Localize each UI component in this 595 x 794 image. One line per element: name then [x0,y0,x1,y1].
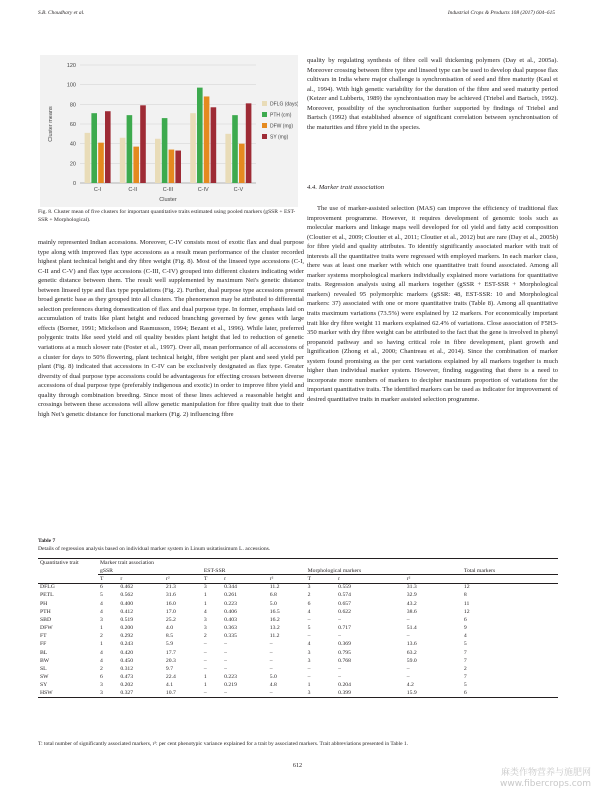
value-cell: – [307,666,311,673]
value-cell: 0.344 [224,584,237,591]
value-cell: 0.200 [120,625,134,632]
table-row [38,624,558,632]
value-cell: 3 [203,616,207,623]
value-cell: 16.5 [269,608,280,615]
y-tick-label: 0 [72,181,76,187]
value-cell: 1 [203,682,207,689]
value-cell: 4 [100,649,103,656]
y-tick-label: 80 [69,102,76,109]
value-cell: 0.327 [118,690,164,698]
value-cell: 3 [100,616,103,623]
value-cell: – [224,666,227,673]
subhead-r: r [336,575,405,583]
value-cell: 0.335 [224,633,237,640]
trait-cell: PH [40,600,48,607]
value-cell: 1 [203,674,207,681]
value-cell: 0.204 [338,682,351,689]
value-cell: – [338,633,342,640]
paragraph: The use of marker-assisted selection (MAS) can improve the efficiency of traditional flax improvement programme. However, it requires development of genomic tools such as molecular markers and linkage maps well developed for oil yield and fatty acid composition (Cloutier et al., 2009; Cloutier et al., 2011; Cloutier et al., 2012) but are rare (Day et al., 2005b) for fibre yield and quality attributes. To identify significantly associated marker with trait of interests all the quantitative traits were regressed with employed markers. In each marker class, there was at least one marker with which one quantitative trait found associated. Among all marker systems morphological markers individually explained more variations for quantitative traits. Regression analysis using all markers together (gSSR + EST-SSR + Morphological markers) revealed 95 polymorphic markers (gSSR: 48, EST-SSR: 10 and Morphological markers: 37) associated with one or more quantitative traits (Table 8). Among all quantitative traits maximum variations (73.5%) were explained by 12 markers. For economically important trait like dry fibre weight 11 markers explained 62.4% of variations. Close association of F5H3-350 marker with dry fibre weight can be attributed to the fact that the gene is involved in phenyl propanoid pathway and so having critical role in fibre development, plant growth and lignification (Zhong et al., 2000; Chantreau et al., 2014). Since the combination of marker system found promising as the per cent variations explained by all markers together is much higher than individual marker system. However, finding suggesting that there is a need to incorporate more numbers of markers to decipher maximum proportion of variations for the important quantitative traits. The identified markers can be used as indicator for improvement of desired quantitative traits in marker assisted selection programme. [307,205,558,403]
trait-cell: PTH [40,608,51,615]
value-cell: 1 [203,592,207,599]
value-cell: 25.2 [165,616,176,623]
bar-c-iv-1 [197,88,203,183]
value-cell: 9.7 [165,666,174,673]
bar-c-iv-0 [190,113,196,183]
bar-c-iv-2 [204,96,210,183]
value-cell: 2 [100,633,103,640]
value-cell: 1 [100,641,103,648]
table-row [38,649,558,657]
value-cell: 17.7 [165,649,176,656]
value-cell: 4 [307,641,311,648]
value-cell: – [269,666,273,673]
value-cell: 3 [203,584,207,591]
value-cell: – [203,666,207,673]
value-cell: 0.292 [120,633,134,640]
value-cell: 0.312 [120,666,134,673]
value-cell: 16.0 [165,600,176,607]
subhead-r: r [118,575,164,583]
value-cell: 5 [463,641,467,648]
trait-cell: SY [40,682,48,689]
value-cell: 4 [463,633,467,640]
group-est-ssr: EST-SSR [202,567,306,575]
legend-swatch [262,112,267,117]
table-row [38,690,558,698]
y-tick-label: 20 [69,161,76,168]
table-footnote: T: total number of significantly associated markers, r²: per cent phenotypic variance explained for a trait by associated markers. Trait abbreviations presented in Table 1. [38,741,409,747]
running-header-authors: S.B. Choudhary et al. [38,10,85,16]
subhead-r2: r² [268,575,306,583]
value-cell: 43.2 [406,600,417,607]
value-cell: – [268,690,306,698]
trait-cell: SL [40,666,47,673]
value-cell: 4.0 [165,625,174,632]
value-cell: 2 [100,666,103,673]
legend-swatch [262,134,267,139]
table-row [38,673,558,681]
bar-c-ii-0 [120,138,126,183]
value-cell: 0.243 [120,641,134,648]
bar-c-v-0 [225,134,231,183]
value-cell: 0.223 [224,674,237,681]
bar-c-i-2 [98,143,104,183]
regression-table [38,558,558,698]
value-cell: 5 [307,625,311,632]
value-cell: 15.9 [405,690,462,698]
value-cell: 1 [307,682,311,689]
value-cell: 3 [306,690,337,698]
value-cell: 6 [463,616,467,623]
value-cell: – [224,657,227,664]
legend-label: SY (mg) [270,134,289,141]
bar-c-v-3 [246,103,252,183]
value-cell: 4.2 [406,682,414,689]
trait-cell: HSW [38,690,98,698]
value-cell: 12 [463,608,470,615]
subhead-r2: r² [405,575,462,583]
value-cell: 16.2 [269,616,280,623]
value-cell: 4 [100,657,103,664]
cluster-means-bar-chart [40,55,298,207]
table-row [38,640,558,648]
value-cell: – [224,641,227,648]
value-cell: 3 [98,690,118,698]
value-cell: 3 [307,584,311,591]
value-cell: 0.768 [338,657,351,664]
value-cell: 10.7 [164,690,202,698]
subhead-t: T [202,575,222,583]
value-cell: – [307,616,311,623]
subhead-t: T [306,575,337,583]
bar-c-v-2 [239,144,245,183]
bar-c-iii-2 [169,150,175,183]
value-cell: 4 [100,600,103,607]
value-cell: 3 [203,625,207,632]
trait-cell: FT [40,633,47,640]
value-cell: 0.369 [338,641,351,648]
value-cell: 8 [463,592,467,599]
value-cell: – [269,649,273,656]
table-row [38,665,558,673]
value-cell: 2 [307,592,311,599]
table-row [38,616,558,624]
legend-swatch [262,101,267,106]
value-cell: 7 [463,657,467,664]
value-cell: – [406,633,410,640]
value-cell: 0.462 [120,584,134,591]
value-cell: 6 [307,600,311,607]
value-cell: 0.562 [120,592,134,599]
value-cell: 17.0 [165,608,176,615]
value-cell: 4.8 [269,682,277,689]
value-cell: 5.0 [269,674,277,681]
value-cell: 0.219 [224,682,237,689]
value-cell: 3 [307,649,311,656]
value-cell: 4 [307,608,311,615]
x-tick-label: C-V [233,187,244,193]
subhead-t: T [98,575,118,583]
value-cell: 0.519 [120,616,134,623]
x-tick-label: C-IV [197,187,209,193]
value-cell: 5.9 [165,641,174,648]
value-cell: 13.2 [269,625,280,632]
value-cell: 38.6 [406,608,417,615]
value-cell: 3 [100,682,103,689]
value-cell: 0.412 [120,608,134,615]
x-axis-label: Cluster [159,197,177,203]
value-cell: 0.574 [338,592,351,599]
value-cell: – [338,666,342,673]
value-cell: 1 [100,625,103,632]
value-cell: 4 [100,608,103,615]
trait-cell: PETL [40,592,54,599]
group-total-markers: Total markers [462,567,558,575]
value-cell: – [203,657,207,664]
value-cell: – [269,641,273,648]
value-cell: 6.8 [269,592,277,599]
value-cell: 12 [463,584,470,591]
value-cell: 0.363 [224,625,237,632]
group-morphological: Morphological markers [306,567,462,575]
x-tick-label: C-II [128,187,138,193]
y-tick-label: 40 [69,141,76,148]
legend-label: DFW (mg) [270,123,294,130]
y-tick-label: 100 [66,82,76,89]
value-cell: 2 [203,633,207,640]
value-cell: 5 [100,592,103,599]
right-body-text-bottom [307,204,558,404]
value-cell: 20.3 [165,657,176,664]
value-cell: 9 [463,625,467,632]
table-label: Table 7 [38,538,56,544]
value-cell: 7 [463,674,467,681]
figure-8-chart [40,55,298,207]
value-cell: – [203,649,207,656]
bar-c-i-3 [105,111,111,183]
value-cell: 8.5 [165,633,174,640]
value-cell: – [406,666,410,673]
table-title [38,538,270,553]
value-cell: – [222,690,268,698]
paragraph: quality by regulating synthesis of fibre cell wall thickening polymers (Day et al., 2005a). Moreover crossing between fibre type and linseed type can be used to develop dual purpose flax cultivars in India where major challenge is synchronisation of seed and fibre maturity (Kaul et al., 1994). With high genetic variability for the duration of the fibre and seed maturity period (Keizer and Lubberts, 1989) the synchronisation may be achieved (Triebel and Bartsch, 1992). Moreover, possibility of the synchronisation further supported by findings of Triebel and Bartsch (1992) that established absence of significant correlation between synchronisation of the maturities and fibre yield in the species. [307,57,558,131]
table-row [38,591,558,599]
value-cell: 3 [307,657,311,664]
table-row [38,608,558,616]
value-cell: – [224,649,227,656]
value-cell: 51.4 [406,625,417,632]
value-cell: 7 [463,649,467,656]
bar-c-v-1 [232,115,238,183]
trait-cell: FF [40,641,47,648]
value-cell: 31.6 [165,592,176,599]
value-cell: – [307,674,311,681]
value-cell: – [269,657,273,664]
subhead-r: r [222,575,268,583]
trait-cell: SW [40,674,49,681]
col-marker-trait-association: Marker trait association [98,559,558,567]
right-body-text-top [307,56,558,132]
table-caption: Details of regression analysis based on individual marker system in Linum usitatissimum L. accessions. [38,545,271,552]
trait-cell: BW [40,657,50,664]
value-cell: 4 [203,608,207,615]
value-cell: – [203,641,207,648]
value-cell: 0.202 [120,682,134,689]
value-cell: – [307,633,311,640]
trait-cell: DFLG [40,584,55,591]
page-number: 612 [292,762,303,769]
bar-c-i-0 [85,133,91,183]
legend-swatch [262,123,267,128]
value-cell: 6 [100,674,103,681]
value-cell: 5.0 [269,600,277,607]
value-cell: 0.399 [336,690,405,698]
subhead-r2: r² [164,575,202,583]
value-cell: 0.400 [120,600,134,607]
value-cell: 0.223 [224,600,237,607]
y-tick-label: 60 [69,122,76,128]
value-cell: – [406,616,410,623]
table-row [38,657,558,665]
trait-cell: DFW [40,625,53,632]
value-cell: 0.559 [338,584,351,591]
section-heading: 4.4. Marker trait association [307,184,385,191]
trait-cell: SBD [40,616,52,623]
bar-c-ii-1 [127,115,133,183]
legend-label: DFLG (days) [270,101,298,108]
value-cell: 11.2 [269,584,280,591]
site-watermark [500,768,591,790]
value-cell: 63.2 [406,649,417,656]
left-body-text [38,238,304,419]
value-cell: 0.420 [120,649,134,656]
y-tick-label: 120 [66,63,76,69]
value-cell: 6 [462,690,558,698]
value-cell: 11.2 [269,633,280,640]
value-cell: 1 [203,600,207,607]
bar-c-iv-3 [211,107,217,183]
value-cell: 59.0 [406,657,417,664]
watermark-line: www.fibercrops.com [500,779,591,789]
legend-label: PTH (cm) [270,112,292,119]
x-tick-label: C-I [93,187,102,193]
value-cell: 31.3 [406,584,417,591]
table-row [38,681,558,689]
watermark-line: 麻类作物营养与施肥网 [500,768,591,778]
value-cell: 22.4 [165,674,176,681]
value-cell: 6 [100,584,103,591]
value-cell: 0.261 [224,592,237,599]
value-cell: 0.406 [224,608,237,615]
col-quantitative-trait: Quantitative trait [38,559,98,567]
value-cell: 0.473 [120,674,134,681]
value-cell: 21.3 [165,584,176,591]
value-cell: 0.622 [338,608,351,615]
figure-caption: Fig. 8. Cluster mean of five clusters for important quantitative traits estimated using pooled markers (gSSR + EST-SSR + Morphological). [38,209,296,223]
value-cell: – [338,674,342,681]
bar-c-iii-0 [155,139,161,183]
bar-c-iii-1 [162,118,168,183]
value-cell: – [202,690,222,698]
table-row [38,583,558,591]
value-cell: 13.6 [406,641,417,648]
group-gssr: gSSR [98,567,202,575]
value-cell: 0.450 [120,657,134,664]
value-cell: 0.403 [224,616,237,623]
value-cell: 4.1 [165,682,174,689]
table-row [38,599,558,607]
value-cell: 32.9 [406,592,417,599]
y-axis-label: Cluster means [48,106,54,142]
value-cell: 5 [463,682,467,689]
value-cell: – [338,616,342,623]
paragraph: mainly represented Indian accessions. Moreover, C-IV consists most of exotic flax and dual purpose type along with improved flax type accessions as a result mean performance of the cluster recorded highest plant technical height and dry fibre weight (Fig. 8). Most of the linseed type accessions (C-I, C-II and C-V) and flax type accessions (C-III, C-IV) grouped into different clusters indicating wider genetic distance between them. The result well supplemented by maximum Nei's genetic distance between linseed type and flax type populations (Fig. 2). Further, dual purpose type accessions present broad genetic base as they grouped into all clusters. The phenomenon may be attributed to differential selection preferences during domestication of flax and dual purpose type. In former, emphasis laid on accumulation of traits like plant height and reduced branching governed by few genes with large effects (Borner, 1991; Mickelson and Rasmusson, 1994; Bezant et al., 1996). While later, preferred polygenic traits like seed yield and oil quality besides plant height that led to reduction of genetic variations at a much slower rate (Foster et al., 1997). Over all, mean performance of all accessions of a cluster for days to 50% flowering, plant technical height, fibre weight per plant and seed yield per plant (Fig. 8) indicated that accessions in C-IV can be exclusively designated as flax type. Greater diversity of dual purpose type accessions could be advantageous for effecting crosses between diverse accessions of dual purpose type (preferably indigenous and exotic) in order to improve fibre yield and quality through combination breeding. Since most of these lines achieved a reasonable height and crossings between these accessions will allow genetic manipulation for fibre quality trait due to their high Nei's genetic distance for functional markers (Fig. 2) influencing fibre [38,239,304,418]
value-cell: 0.717 [338,625,351,632]
x-tick-label: C-III [162,187,174,193]
bar-c-ii-2 [133,147,139,183]
value-cell: 0.795 [338,649,351,656]
bar-c-iii-3 [175,151,181,183]
trait-cell: BL [40,649,48,656]
bar-c-i-1 [91,113,97,183]
bar-c-ii-3 [140,105,146,183]
value-cell: 11 [463,600,470,607]
value-cell: 2 [463,666,467,673]
value-cell: – [406,674,410,681]
running-header-journal: Industrial Crops & Products 108 (2017) 604–615 [447,10,555,16]
table-row [38,632,558,640]
value-cell: 0.657 [338,600,351,607]
